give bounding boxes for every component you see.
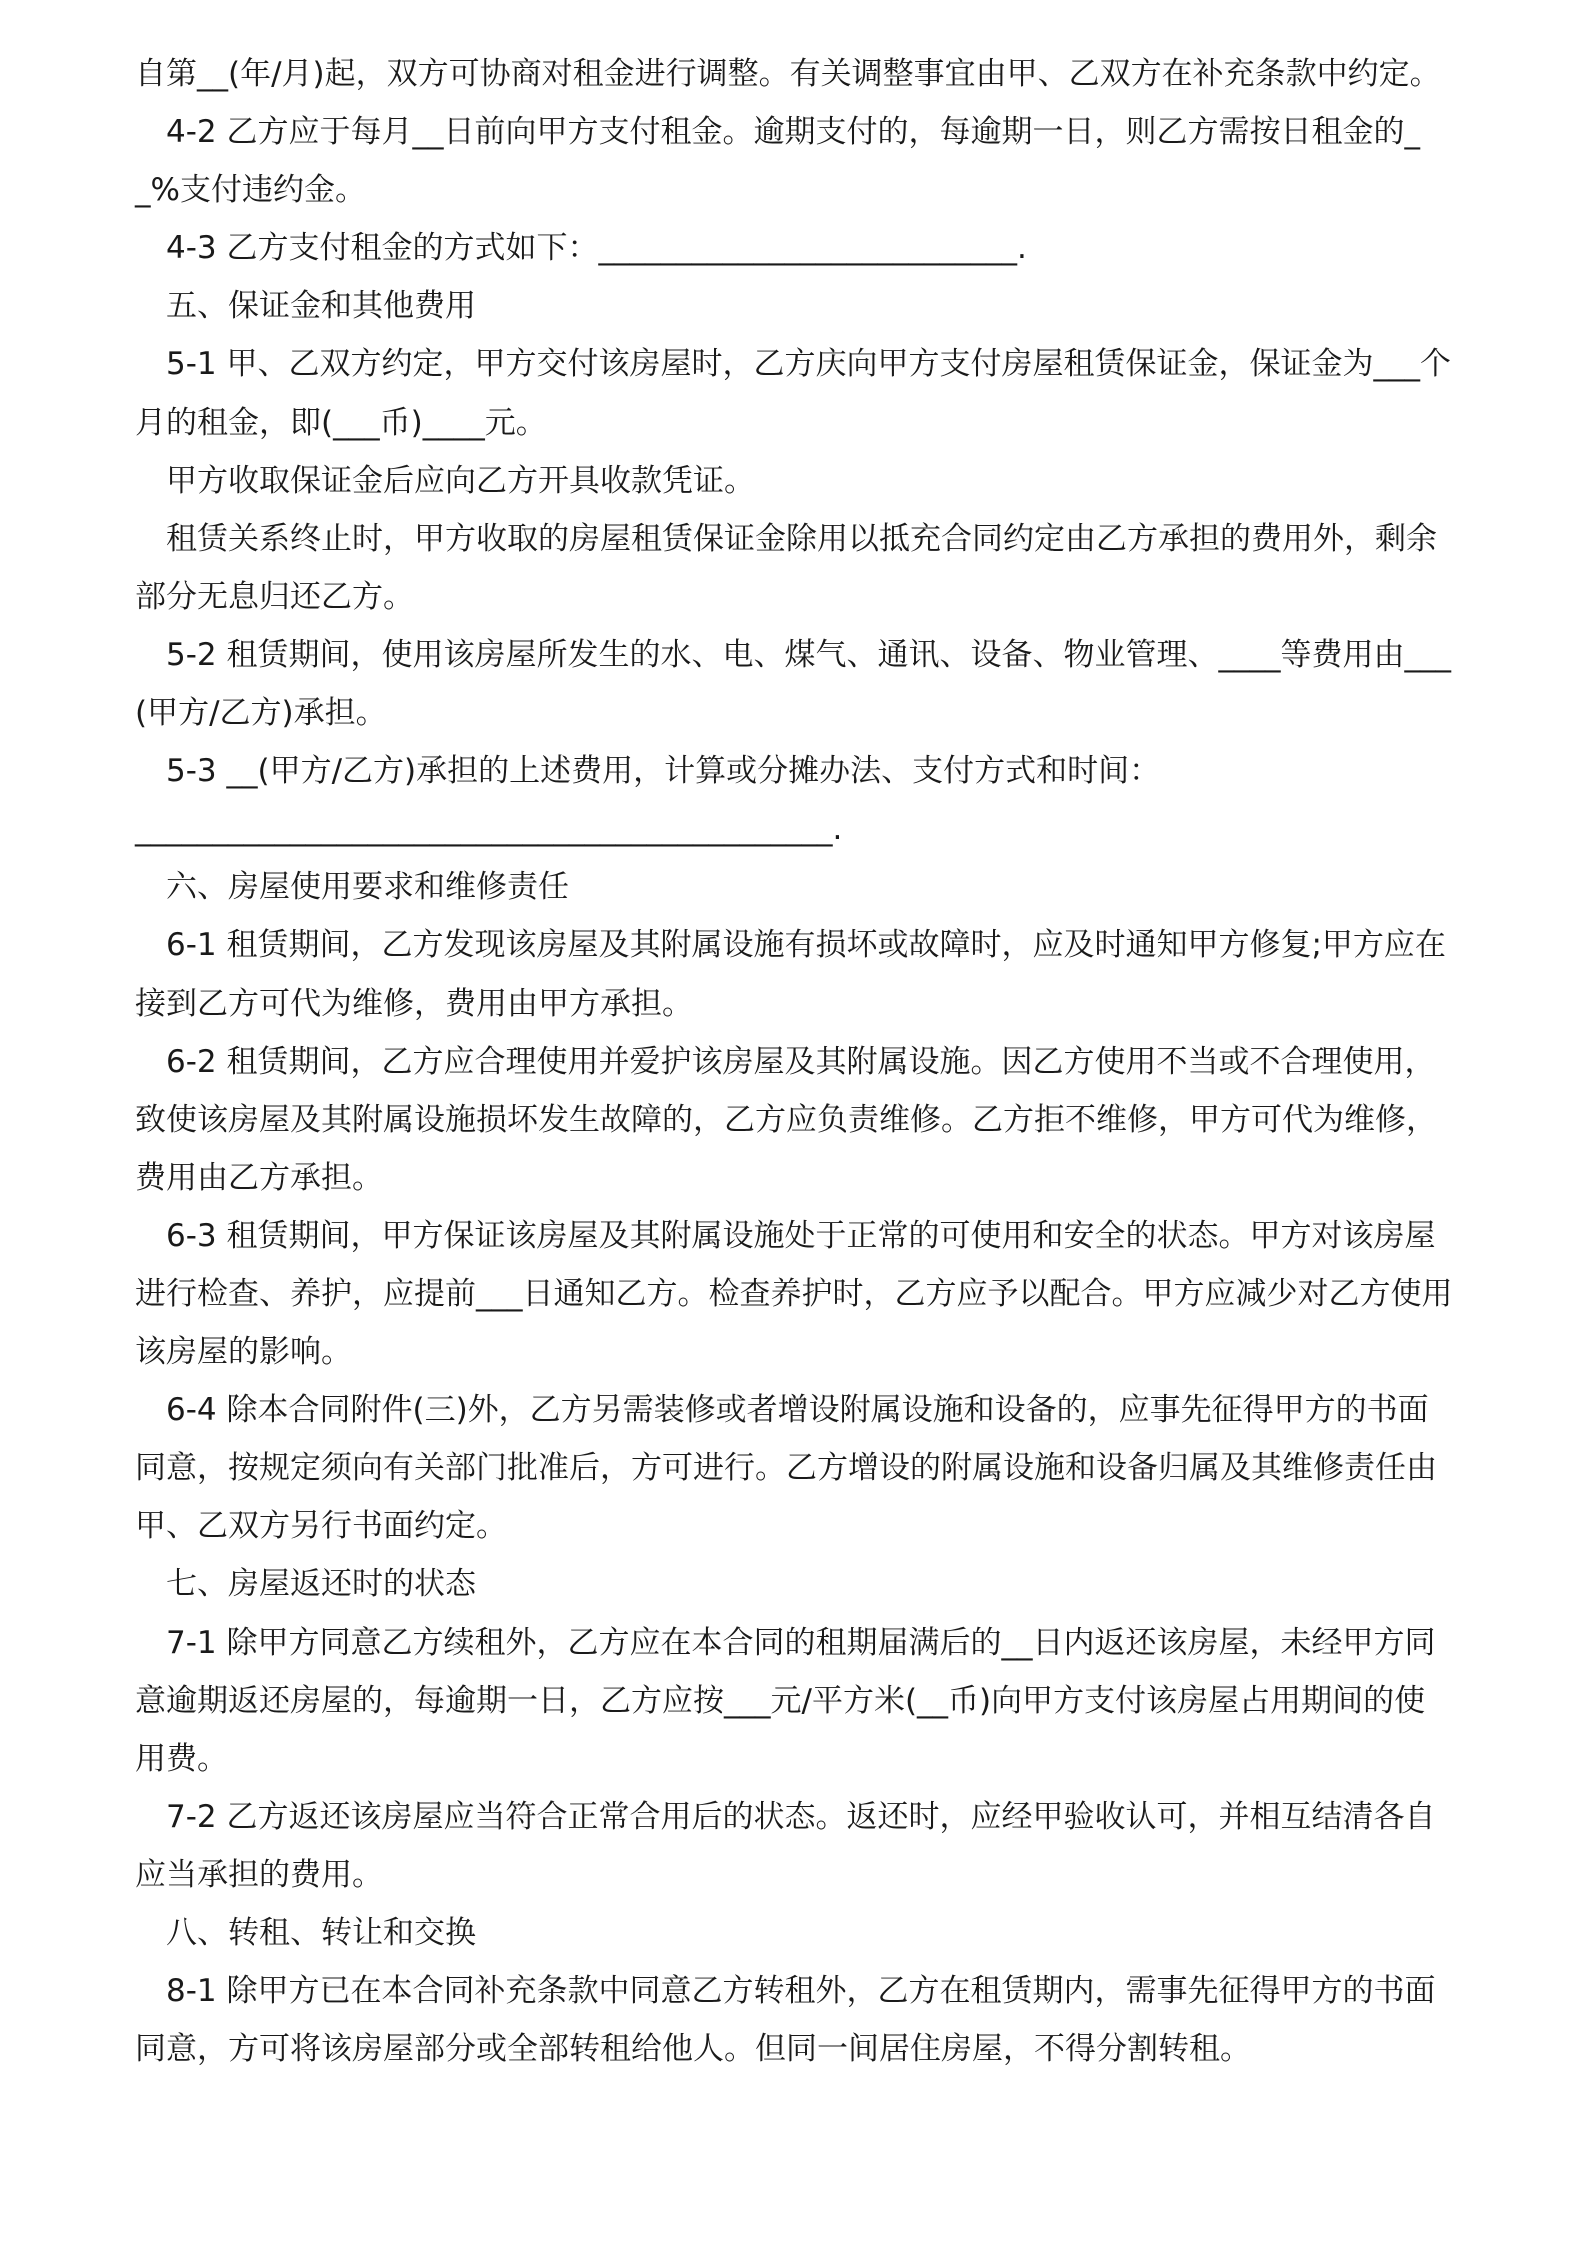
clause-8-1: 8-1 除甲方已在本合同补充条款中同意乙方转租外，乙方在租赁期内，需事先征得甲方的书面同意，方可将该房屋部分或全部转租给他人。但同一间居住房屋，不得分割转租。	[135, 1973, 1436, 2068]
clause-5-1: 5-1 甲、乙双方约定，甲方交付该房屋时，乙方庆向甲方支付房屋租赁保证金，保证金为___个月的租金，即(___币)____元。	[135, 346, 1451, 441]
clause-5-1-receipt: 甲方收取保证金后应向乙方开具收款凭证。	[166, 462, 755, 499]
section-heading-5: 五、保证金和其他费用	[166, 288, 476, 325]
section-heading-6: 六、房屋使用要求和维修责任	[166, 869, 569, 906]
clause-5-1-refund: 租赁关系终止时，甲方收取的房屋租赁保证金除用以抵充合同约定由乙方承担的费用外，剩余部分无息归还乙方。	[135, 520, 1437, 615]
clause-6-4: 6-4 除本合同附件(三)外，乙方另需装修或者增设附属设施和设备的，应事先征得甲方的书面同意，按规定须向有关部门批准后，方可进行。乙方增设的附属设施和设备归属及其维修责任由甲、乙双方另行书面约定。	[135, 1392, 1437, 1545]
section-heading-7: 七、房屋返还时的状态	[166, 1566, 476, 1603]
clause-6-2: 6-2 租赁期间，乙方应合理使用并爱护该房屋及其附属设施。因乙方使用不当或不合理使用，致使该房屋及其附属设施损坏发生故障的，乙方应负责维修。乙方拒不维修，甲方可代为维修，费用由乙方承担。	[135, 1043, 1437, 1196]
clause-6-3: 6-3 租赁期间，甲方保证该房屋及其附属设施处于正常的可使用和安全的状态。甲方对该房屋进行检查、养护，应提前___日通知乙方。检查养护时，乙方应予以配合。甲方应减少对乙方使用该房屋的影响。	[135, 1217, 1453, 1371]
clause-7-1: 7-1 除甲方同意乙方续租外，乙方应在本合同的租期届满后的__日内返还该房屋，未经甲方同意逾期返还房屋的，每逾期一日，乙方应按___元/平方米(__币)向甲方支付该房屋占用期间的使用费。	[135, 1624, 1436, 1777]
paragraph-4-1-continuation: 自第__(年/月)起，双方可协商对租金进行调整。有关调整事宜由甲、乙双方在补充条款中约定。	[135, 56, 1441, 92]
clause-5-3-blank-line: _____________________________________________.	[135, 811, 843, 848]
section-heading-8: 八、转租、转让和交换	[166, 1915, 476, 1951]
clause-5-3: 5-3 __(甲方/乙方)承担的上述费用，计算或分摊办法、支付方式和时间：	[166, 753, 1161, 790]
clause-7-2: 7-2 乙方返还该房屋应当符合正常合用后的状态。返还时，应经甲验收认可，并相互结清各自应当承担的费用。	[135, 1798, 1436, 1893]
clause-5-2: 5-2 租赁期间，使用该房屋所发生的水、电、煤气、通讯、设备、物业管理、____等费用由___(甲方/乙方)承担。	[135, 636, 1451, 732]
clause-4-3: 4-3 乙方支付租金的方式如下：___________________________.	[166, 230, 1027, 267]
clause-4-2: 4-2 乙方应于每月__日前向甲方支付租金。逾期支付的，每逾期一日，则乙方需按日租金的__%支付违约金。	[135, 114, 1420, 209]
clause-6-1: 6-1 租赁期间，乙方发现该房屋及其附属设施有损坏或故障时，应及时通知甲方修复;甲方应在接到乙方可代为维修，费用由甲方承担。	[135, 927, 1446, 1022]
